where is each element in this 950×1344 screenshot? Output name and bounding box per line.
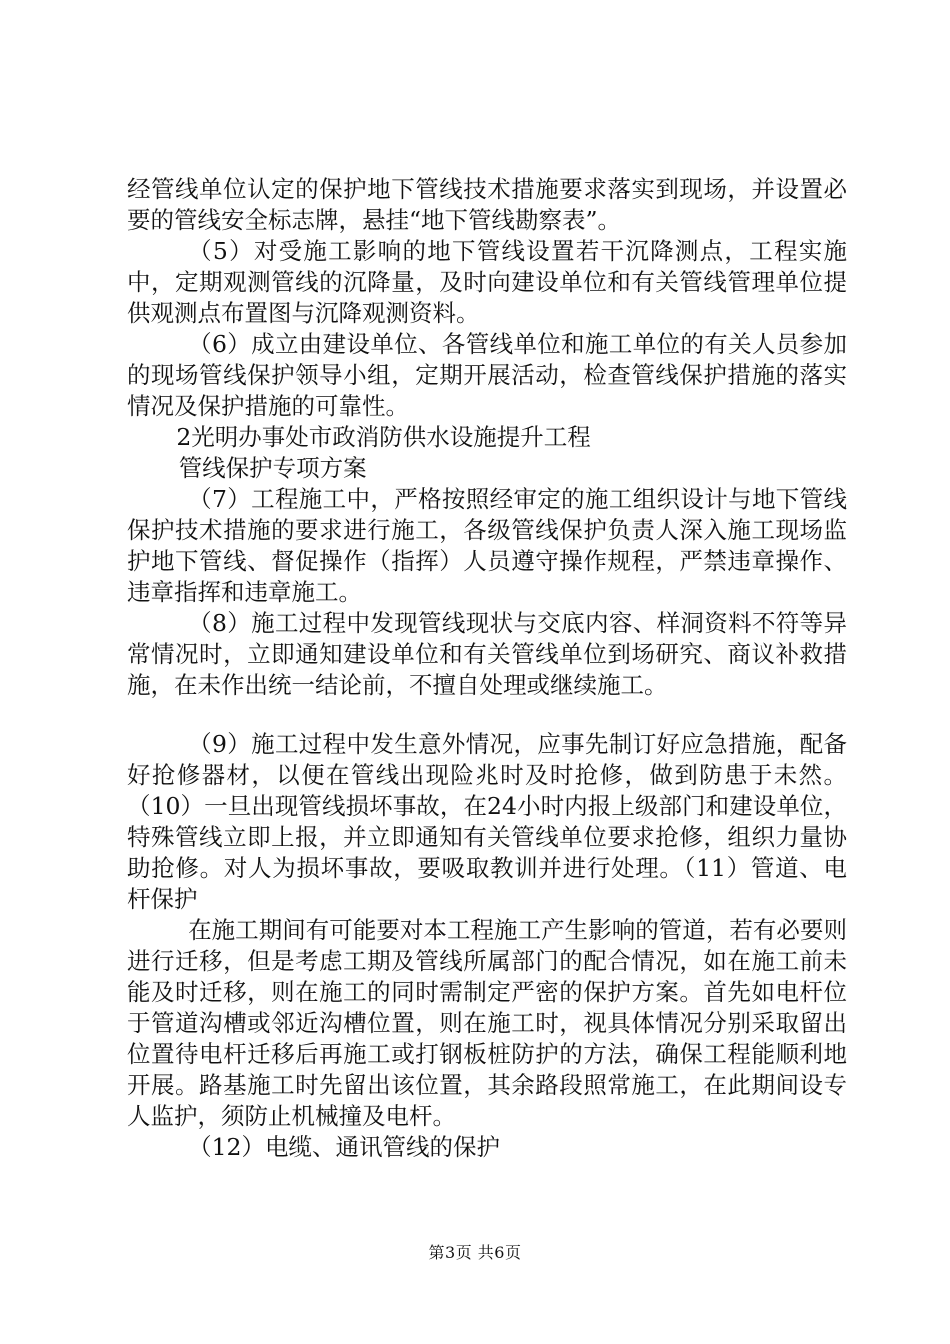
- document-body: [127, 174, 847, 1163]
- plan-subtitle: 管线保护专项方案: [178, 454, 367, 482]
- paragraph-item-12: （12）电缆、通讯管线的保护: [188, 1133, 500, 1161]
- paragraph-pole-protection: 在施工期间有可能要对本工程施工产生影响的管道，若有必要则进行迁移，但是考虑工期及管线所属部门的配合情况，如在施工前未能及时迁移，则在施工的同时需制定严密的保护方案。首先如电杆位于管道沟槽或邻近沟槽位置，则在施工时，视具体情况分别采取留出位置待电杆迁移后再施工或打钢板桩防护的方法，确保工程能顺利地开展。路基施工时先留出该位置，其余路段照常施工，在此期间设专人监护，须防止机械撞及电杆。: [127, 916, 847, 1130]
- page-number-footer: 第3页 共6页: [428, 1243, 522, 1262]
- paragraph-gap: [127, 701, 847, 729]
- paragraph-continuation: 经管线单位认定的保护地下管线技术措施要求落实到现场，并设置必要的管线安全标志牌，悬挂“地下管线勘察表”。: [127, 175, 847, 234]
- paragraph-item-5: （5）对受施工影响的地下管线设置若干沉降测点，工程实施中，定期观测管线的沉降量，及时向建设单位和有关管线管理单位提供观测点布置图与沉降观测资料。: [127, 237, 847, 327]
- paragraph-item-9-11: （9）施工过程中发生意外情况，应事先制订好应急措施，配备好抢修器材，以便在管线出现险兆时及时抢修，做到防患于未然。（10）一旦出现管线损坏事故，在24小时内报上级部门和建设单位，特殊管线立即上报，并立即通知有关管线单位要求抢修，组织力量协助抢修。对人为损坏事故，要吸取教训并进行处理。（11）管道、电杆保护: [127, 730, 847, 913]
- project-title: 2光明办事处市政消防供水设施提升工程: [176, 423, 591, 451]
- paragraph-item-8: （8）施工过程中发现管线现状与交底内容、样洞资料不符等异常情况时，立即通知建设单位和有关管线单位到场研究、商议补救措施，在未作出统一结论前，不擅自处理或继续施工。: [127, 609, 847, 699]
- paragraph-item-6: （6）成立由建设单位、各管线单位和施工单位的有关人员参加的现场管线保护领导小组，定期开展活动，检查管线保护措施的落实情况及保护措施的可靠性。: [127, 330, 847, 420]
- paragraph-item-7: （7）工程施工中，严格按照经审定的施工组织设计与地下管线保护技术措施的要求进行施工，各级管线保护负责人深入施工现场监护地下管线、督促操作（指挥）人员遵守操作规程，严禁违章操作、违章指挥和违章施工。: [127, 485, 847, 606]
